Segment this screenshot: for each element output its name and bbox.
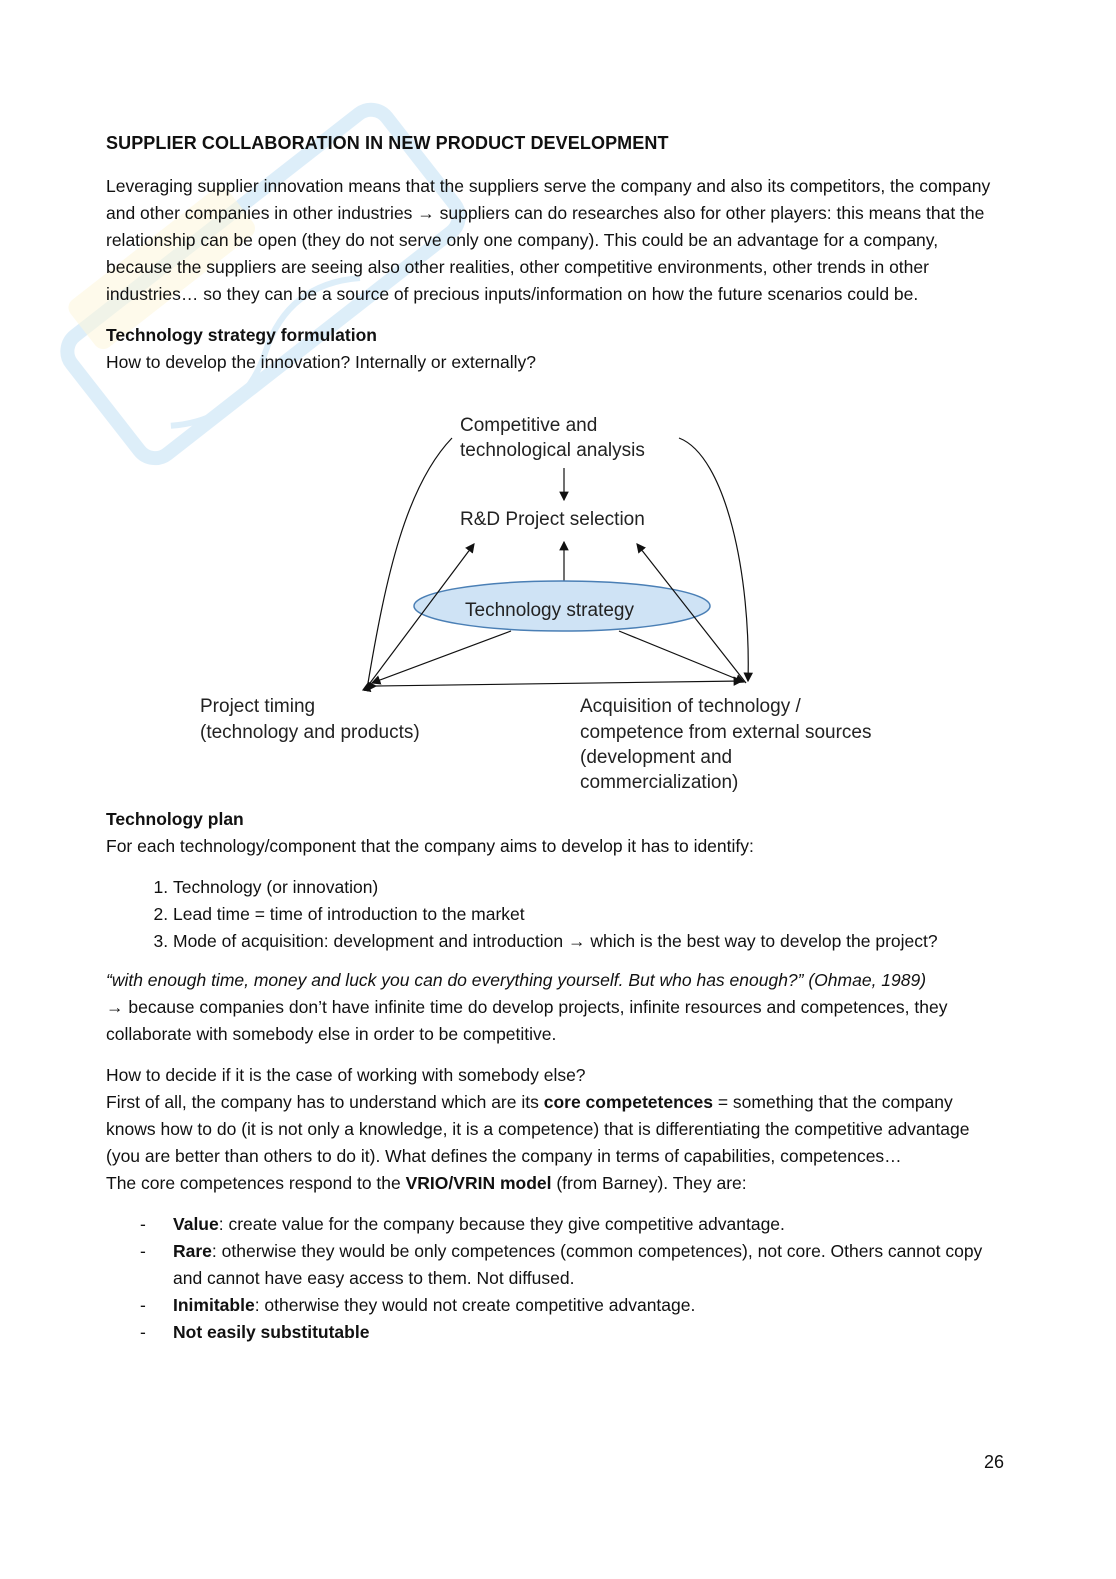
plan-intro: For each technology/component that the company aims to develop it has to identify: (106, 836, 754, 856)
core-competences-paragraph: First of all, the company has to understand which are its core competetences = something that the company knows how to do (it is not only a knowledge, it is a competence) that is differentiating the competitive advantage (you are better than others to do it). What defines the company in terms of capabilities, competences… (106, 1092, 970, 1166)
section-heading: SUPPLIER COLLABORATION IN NEW PRODUCT DEVELOPMENT (106, 133, 669, 153)
plan-title: Technology plan (106, 809, 244, 829)
document-page (106, 130, 1006, 1346)
core-competences-term: core competetences (543, 1092, 713, 1112)
rd-selection-label: R&D Project selection (460, 509, 645, 530)
vrio-term: VRIO/VRIN model (405, 1173, 552, 1193)
vrio-item-inimitable: - Inimitable: otherwise they would not create competitive advantage. (140, 1295, 696, 1315)
acquisition-label-4: commercialization) (580, 772, 739, 793)
acquisition-label-3: (development and (580, 747, 733, 768)
vrio-item-substitutable: - Not easily substitutable (140, 1322, 370, 1342)
intro-paragraph: Leveraging supplier innovation means that the suppliers serve the company and also its competitors, the company and other companies in other industries → suppliers can do researches also for other players: this means that the relationship can be open (they do not serve only one company). This could be an advantage for a company, because the suppliers are seeing also other realities, other competitive environments, other trends in other industries… so they can be a source of precious inputs/information on how the future scenarios could be. (106, 176, 991, 304)
plan-item: 3. Mode of acquisition: development and introduction → which is the best way to develop the project? (173, 928, 1006, 955)
vrio-intro: The core competences respond to the VRIO/VRIN model (from Barney). They are: (106, 1173, 747, 1193)
formulation-question: How to develop the innovation? Internally or externally? (106, 352, 536, 372)
vrio-item-value: - Value: create value for the company because they give competitive advantage. (140, 1214, 785, 1234)
vrio-item-rare: - Rare: otherwise they would be only competences (common competences), not core. Others cannot copy and cannot have easy access to them. Not diffused. (140, 1241, 983, 1288)
technology-strategy-diagram (106, 376, 1006, 806)
plan-item: 1. Technology (or innovation) (173, 874, 1006, 901)
arc-right (679, 438, 748, 681)
quote-followup: → because companies don’t have infinite time do develop projects, infinite resources and competences, they collaborate with somebody else in order to be competitive. (106, 997, 948, 1044)
formulation-title: Technology strategy formulation (106, 325, 377, 345)
timing-label-1: Project timing (200, 696, 316, 717)
page-number: 26 (983, 1452, 1004, 1472)
decide-question: How to decide if it is the case of working with somebody else? (106, 1065, 586, 1085)
vrio-list (106, 1211, 1006, 1346)
arrow-strategy-timing (372, 631, 511, 683)
arrow-timing-acq (376, 681, 742, 686)
arc-left (368, 438, 452, 683)
plan-list (106, 874, 1006, 955)
acquisition-label-2: competence from external sources (580, 722, 872, 743)
analysis-label-1: Competitive and (460, 415, 598, 436)
technology-strategy-label: Technology strategy (465, 600, 634, 621)
plan-item: 2. Lead time = time of introduction to the market (173, 901, 1006, 928)
ohmae-quote: “with enough time, money and luck you can do everything yourself. But who has enough?” (Ohmae, 1989) (106, 970, 927, 990)
acquisition-label-1: Acquisition of technology / (580, 696, 801, 717)
analysis-label-2: technological analysis (460, 440, 645, 461)
timing-label-2: (technology and products) (200, 722, 420, 743)
